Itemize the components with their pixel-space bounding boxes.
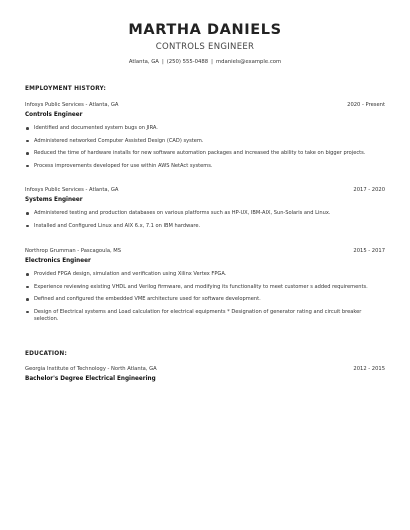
job-entry [25,187,385,235]
candidate-title: CONTROLS ENGINEER [155,42,255,52]
bullet-text: Administered testing and production databases on various platforms such as HP-UX, IBM-AIX, Sun-Solaris and Linux. [34,210,331,216]
bullet-dot-icon [26,212,29,215]
contact-location: Atlanta, GA [128,59,159,65]
job-header [25,102,385,111]
contact-separator: | [161,59,164,65]
job-bullet [25,296,385,304]
contact-separator: | [211,59,213,65]
candidate-name: MARTHA DANIELS [128,22,282,38]
job-header [25,187,385,196]
bullet-dot-icon [26,286,29,289]
bullet-dot-icon [26,225,29,228]
job-company: Infosys Public Services - Atlanta, GA [25,102,119,108]
contact-email: mdaniels@example.com [215,59,282,65]
job-bullet [25,150,385,158]
education-dates: 2012 - 2015 [353,366,385,372]
education-entry [25,366,385,382]
job-bullets [25,210,385,230]
bullet-dot-icon [26,311,29,314]
job-bullet [25,271,385,279]
job-title: Electronics Engineer [25,258,91,264]
bullet-text: Reduced the time of hardware installs for new software automation packages and increased the ability to take on bigger projects. [34,150,366,156]
job-dates: 2015 - 2017 [353,248,385,254]
job-dates: 2020 - Present [347,102,385,108]
bullet-dot-icon [26,298,29,301]
job-company: Infosys Public Services - Atlanta, GA [25,187,119,193]
bullet-text: Experience reviewing existing VHDL and Verilog firmware, and modifying its functionality to meet customer s added requirements. [34,283,368,290]
job-entry [25,248,385,329]
bullet-text: Process improvements developed for use within AWS NetAct systems. [34,162,213,169]
bullet-text: Design of Electrical systems and Load calculation for electrical equipments * Designation of generator rating and circuit breaker selection. [34,308,362,322]
job-company: Northrop Grumman - Pascagoula, MS [25,248,122,254]
education-degree: Bachelor's Degree Electrical Engineering [25,376,156,382]
job-title: Controls Engineer [25,112,83,118]
job-bullet [25,138,385,146]
bullet-text: Identified and documented system bugs on JIRA. [34,125,158,131]
job-bullets [25,125,385,170]
job-bullet [25,284,385,292]
bullet-text: Provided FPGA design, simulation and verification using Xilinx Vertex FPGA. [34,271,227,277]
job-entry [25,102,385,175]
job-bullet [25,125,385,133]
job-header [25,248,385,257]
education-heading: EDUCATION: [25,351,67,357]
job-bullet [25,163,385,171]
education-header [25,366,385,375]
job-bullets [25,271,385,324]
bullet-dot-icon [26,127,29,130]
job-bullet [25,223,385,231]
bullet-dot-icon [26,140,29,143]
job-title: Systems Engineer [25,197,83,203]
contact-line [0,59,410,65]
education-school: Georgia Institute of Technology - North Atlanta, GA [25,366,157,372]
bullet-text: Installed and Configured Linux and AIX 6.x, 7.1 on IBM hardware. [34,222,201,229]
job-bullet [25,210,385,218]
contact-phone: (250) 555-0488 [166,59,209,65]
bullet-dot-icon [26,165,29,168]
job-bullet [25,309,385,324]
bullet-text: Defined and configured the embedded VME architecture used for software development. [34,296,261,302]
bullet-text: Administered networked Computer Assisted Design (CAD) system. [34,137,204,144]
bullet-dot-icon [26,152,29,155]
job-dates: 2017 - 2020 [353,187,385,193]
bullet-dot-icon [26,273,29,276]
employment-heading: EMPLOYMENT HISTORY: [25,86,106,92]
